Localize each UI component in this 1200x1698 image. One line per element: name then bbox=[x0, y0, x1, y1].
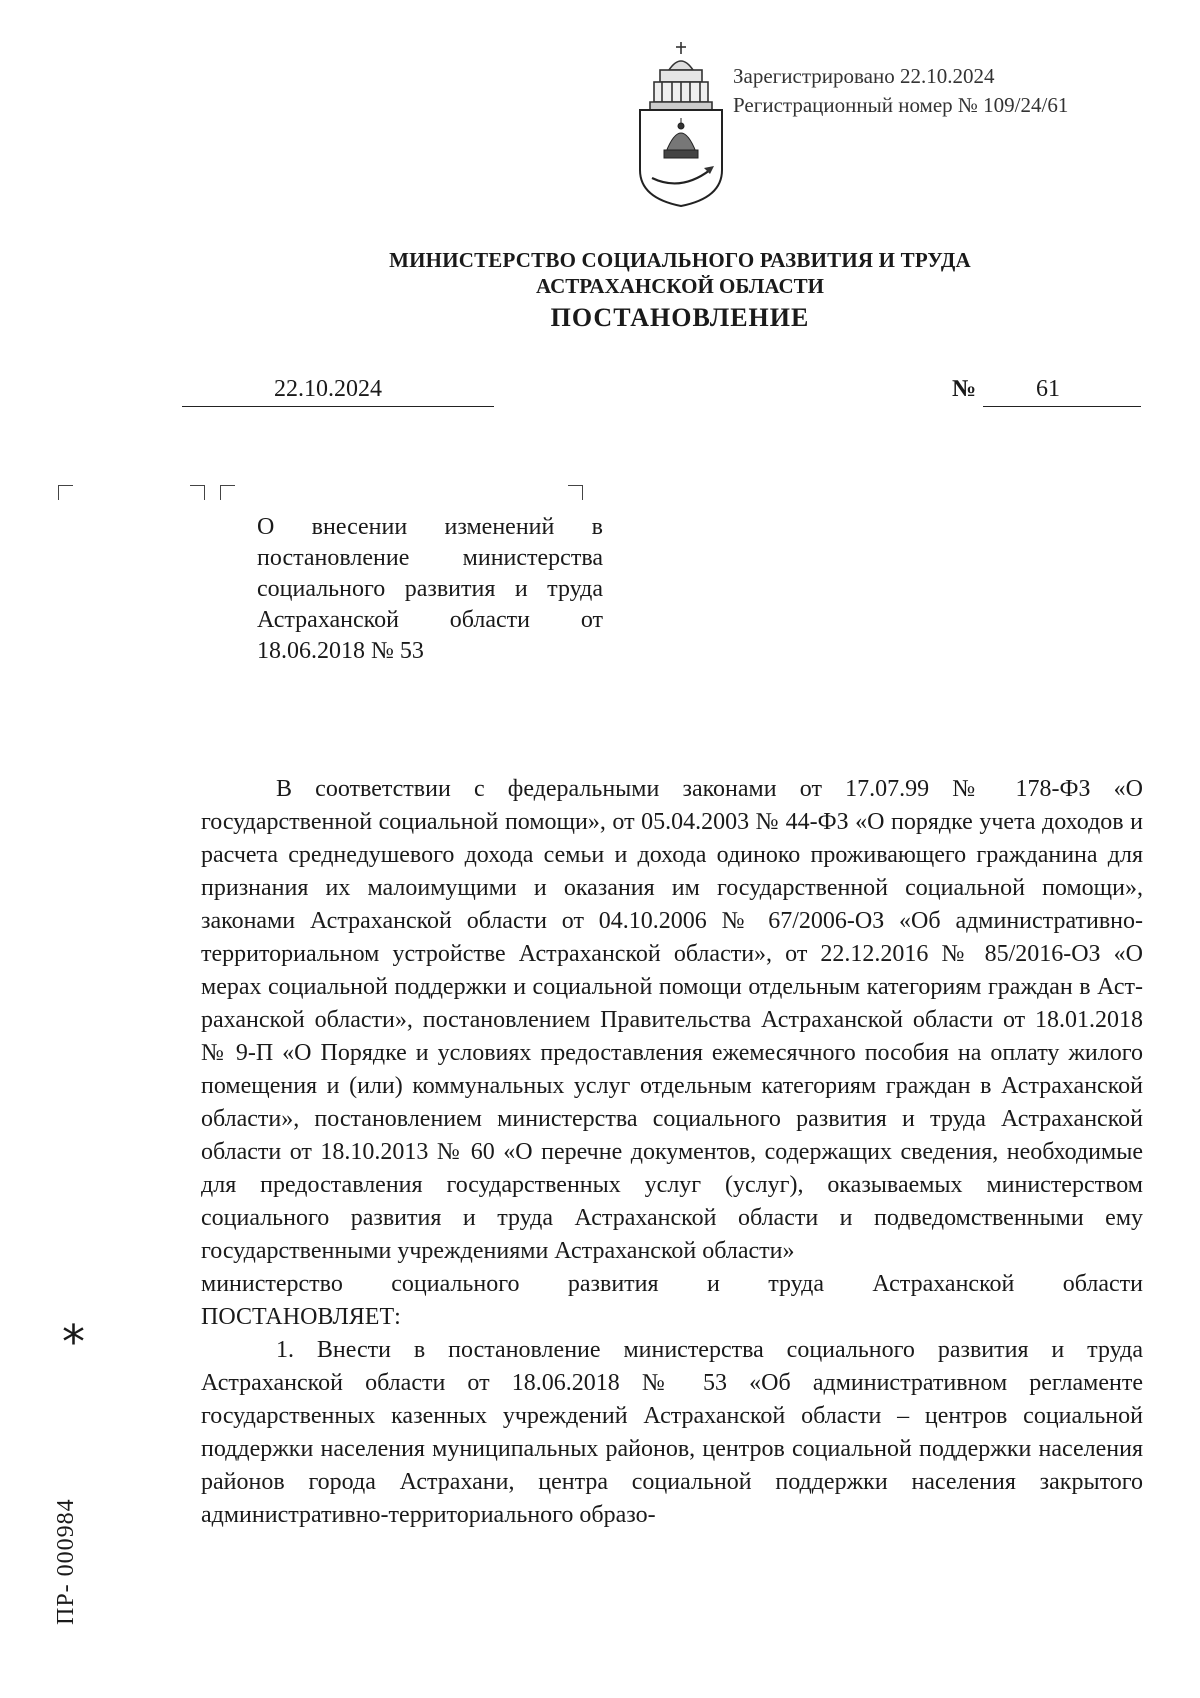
document-date: 22.10.2024 bbox=[274, 376, 382, 402]
document-body bbox=[201, 773, 1143, 1532]
corner-mark bbox=[568, 485, 583, 500]
registration-info bbox=[733, 62, 1068, 120]
corner-mark bbox=[58, 485, 73, 500]
enacting-word: ПОСТАНОВЛЯЕТ: bbox=[201, 1304, 401, 1330]
corner-mark bbox=[220, 485, 235, 500]
document-number: 61 bbox=[1036, 376, 1060, 402]
corner-mark bbox=[190, 485, 205, 500]
ministry-name-line1: МИНИСТЕРСТВО СОЦИАЛЬНОГО РАЗВИТИЯ И ТРУДА bbox=[389, 248, 971, 272]
document-number-field bbox=[983, 376, 1141, 407]
document-type-title: ПОСТАНОВЛЕНИЕ bbox=[550, 303, 810, 332]
ministry-name-line2: АСТРАХАНСКОЙ ОБЛАСТИ bbox=[535, 274, 825, 298]
document-date-field bbox=[182, 376, 494, 407]
preamble-paragraph: В соответствии с федеральными законами от 17.07.99 № 178-ФЗ «О государственной социальной помощи», от 05.04.2003 № 44-ФЗ «О порядке учета доходов и расчета среднедушевого дохода семьи и дохода одиноко проживающего гражданина для признания их малоимущими и оказания им государственной социальной помощи», законами Астраханской области от 04.10.2006 № 67/2006-ОЗ «Об административно-территориальном устройстве Астраханской области», от 22.12.2016 № 85/2016-ОЗ «О мерах социальной поддержки и социальной помощи отдельным категориям граждан в Астраханской области», постановлением Правительства Астраханской области от 18.01.2018 № 9-П «О Порядке и условиях предоставления ежемесячного пособия на оплату жилого помещения и (или) коммунальных услуг отдельным категориям граждан в Астраханской области», постановлением министерства социального развития и труда Астраханской области от 18.10.2013 № 60 «О перечне документов, содержащих сведения, необходимые для предоставления государственных услуг (услуг), оказываемых министерством социального развития и труда Астраханской области и подведомственными ему государственными учреждениями Астраханской области» bbox=[201, 776, 1143, 1264]
margin-asterisk: * bbox=[62, 1315, 85, 1369]
margin-serial-number: ПР- 000984 bbox=[53, 1498, 79, 1625]
registration-number: Регистрационный номер № 109/24/61 bbox=[733, 93, 1069, 117]
coat-of-arms-emblem bbox=[636, 40, 726, 208]
enacting-party: министерство социального развития и труда Астраханской области bbox=[201, 1271, 1143, 1297]
clause-1-paragraph: 1. Внести в постановление министерства социального развития и труда Астраханской области от 18.06.2018 № 53 «Об административном регламенте государственных казенных учреждений Астраханской области – центров социальной поддержки населения муниципальных районов, центров социальной поддержки населения районов города Астрахани, центра социальной поддержки населения закрытого административно-территориального образо- bbox=[201, 1337, 1143, 1528]
number-sign: № bbox=[952, 376, 977, 402]
document-subject: О внесении изменений в постановление министерства социального развития и труда Астраханской области от 18.06.2018 № 53 bbox=[257, 514, 603, 664]
registration-date: Зарегистрировано 22.10.2024 bbox=[733, 64, 995, 88]
